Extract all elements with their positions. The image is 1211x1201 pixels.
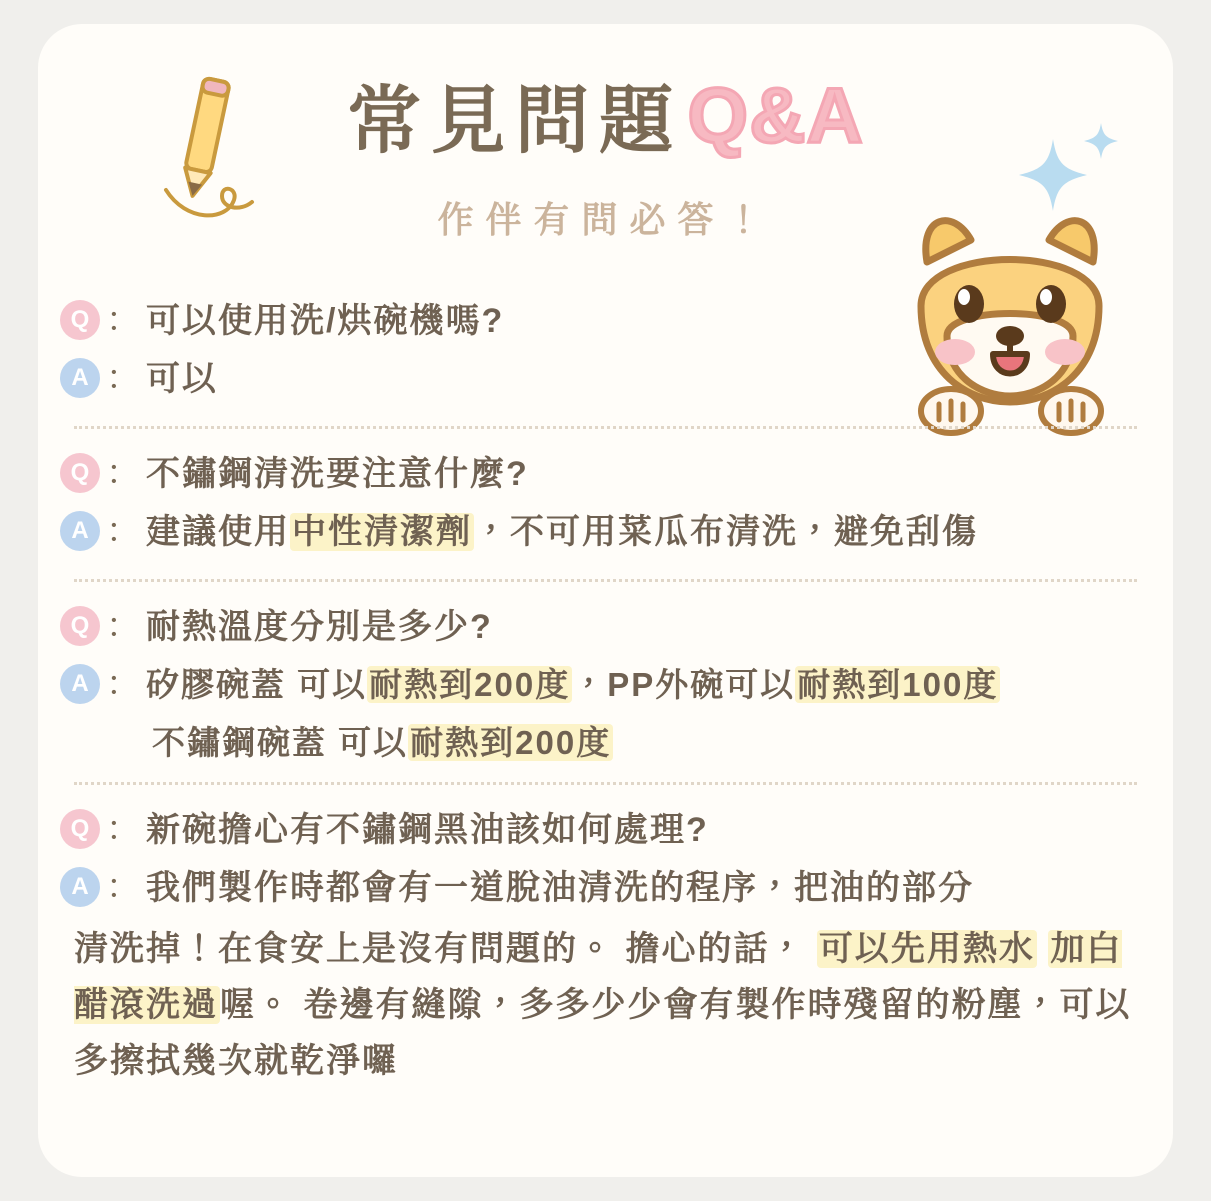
- answer-seg: 不鏽鋼碗蓋 可以: [152, 724, 409, 761]
- a-badge: A: [60, 867, 100, 907]
- a-colon: ：: [106, 665, 140, 703]
- question-text: 不鏽鋼清洗要注意什麼?: [146, 455, 529, 493]
- question-text: 可以使用洗/烘碗機嗎?: [146, 302, 505, 340]
- answer-continuation-row: [60, 718, 1151, 768]
- faq-item-4: [60, 791, 1151, 1099]
- answer-text: 可以: [146, 360, 218, 398]
- answer-row: [60, 507, 1151, 557]
- title-main: 常見問題: [347, 79, 684, 162]
- answer-highlight: 耐熱到100度: [797, 666, 999, 703]
- q-colon: ：: [106, 607, 140, 645]
- question-text: 耐熱溫度分別是多少?: [146, 608, 493, 646]
- question-row: [60, 805, 1151, 855]
- faq-item-2: [60, 435, 1151, 575]
- q-colon: ：: [106, 301, 140, 339]
- answer-flow-row: [60, 921, 1151, 1089]
- answer-highlight: 加白醋滾洗過: [74, 930, 1123, 1024]
- faq-header: [38, 24, 1173, 274]
- answer-highlight: 耐熱到200度: [410, 724, 612, 761]
- answer-seg: 清洗掉！在食安上是沒有問題的。 擔心的話，: [74, 930, 817, 968]
- answer-row: [60, 863, 1151, 913]
- a-badge: A: [60, 664, 100, 704]
- answer-text-line2: [152, 724, 613, 761]
- answer-flow-text: [74, 930, 1131, 1080]
- answer-highlight: 耐熱到200度: [369, 666, 571, 703]
- a-badge: A: [60, 511, 100, 551]
- q-colon: ：: [106, 810, 140, 848]
- q-badge: Q: [60, 453, 100, 493]
- question-row: [60, 602, 1151, 652]
- answer-seg: 矽膠碗蓋 可以: [146, 666, 368, 703]
- answer-seg: [1037, 930, 1048, 968]
- faq-list: [38, 282, 1173, 1099]
- a-colon: ：: [106, 868, 140, 906]
- answer-seg: 建議使用: [146, 513, 290, 551]
- answer-text: 我們製作時都會有一道脫油清洗的程序，把油的部分: [146, 869, 974, 907]
- q-badge: Q: [60, 300, 100, 340]
- question-text: 新碗擔心有不鏽鋼黑油該如何處理?: [146, 811, 709, 849]
- q-badge: Q: [60, 606, 100, 646]
- divider: [74, 782, 1137, 785]
- answer-highlight: 中性清潔劑: [292, 513, 472, 551]
- a-colon: ：: [106, 512, 140, 550]
- divider: [74, 426, 1137, 429]
- answer-highlight: 可以先用熱水: [818, 930, 1035, 968]
- faq-item-3: [60, 588, 1151, 778]
- answer-seg: ，PP外碗可以: [572, 666, 796, 703]
- a-colon: ：: [106, 359, 140, 397]
- title-qa: Q&A: [687, 70, 864, 159]
- answer-row: [60, 660, 1151, 710]
- a-badge: A: [60, 358, 100, 398]
- page-subtitle: 作伴有問必答！: [437, 199, 774, 240]
- page-title: [38, 62, 1173, 168]
- answer-seg: ，不可用菜瓜布清洗，避免刮傷: [474, 513, 978, 551]
- answer-seg: 的粉塵，可以多擦拭幾次就乾淨囉: [74, 986, 1132, 1080]
- answer-row: [60, 354, 1151, 404]
- question-row: [60, 296, 1151, 346]
- q-colon: ：: [106, 454, 140, 492]
- faq-card: [38, 24, 1173, 1177]
- answer-seg: 喔。 卷邊有縫隙，多多少少會有製作時殘留: [220, 986, 916, 1024]
- question-row: [60, 449, 1151, 499]
- divider: [74, 579, 1137, 582]
- q-badge: Q: [60, 809, 100, 849]
- answer-text: [146, 507, 978, 557]
- faq-item-1: [60, 282, 1151, 422]
- answer-text: [146, 660, 1000, 710]
